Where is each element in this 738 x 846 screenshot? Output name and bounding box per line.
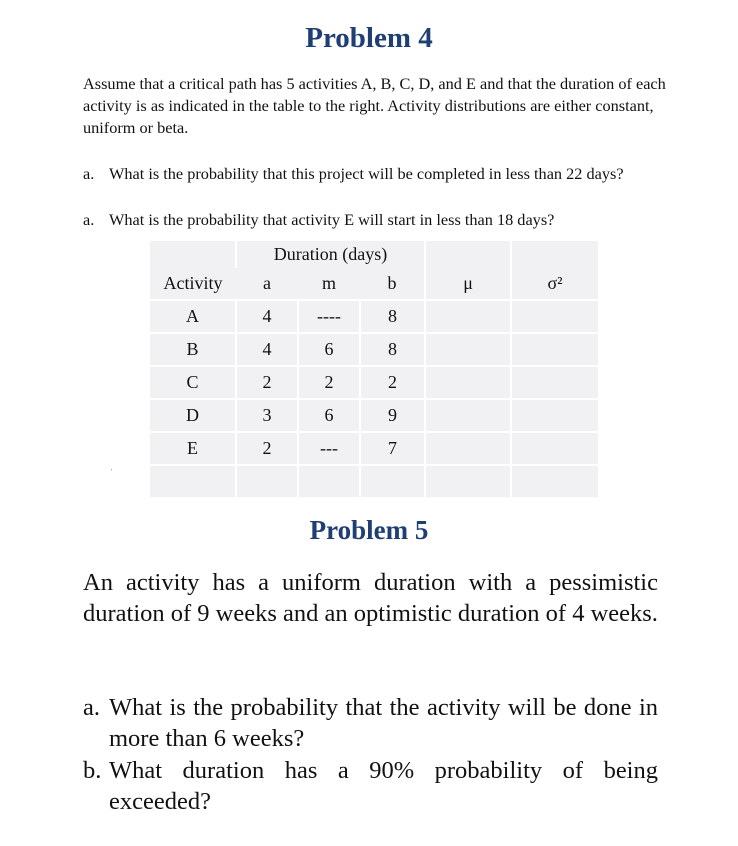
- duration-table: [150, 241, 598, 497]
- cell-a: 2: [236, 432, 298, 465]
- cell-mu: [425, 366, 511, 399]
- table-row: [150, 300, 598, 333]
- cell-m: 2: [298, 366, 360, 399]
- cell-b: 8: [360, 333, 425, 366]
- problem-4-title: Problem 4: [305, 22, 433, 54]
- column-header-activity: Activity: [163, 273, 223, 293]
- problem-5-question-b: [83, 755, 658, 817]
- problem-5-question-a: [83, 692, 658, 754]
- table-row: [150, 399, 598, 432]
- cell-b: 2: [360, 366, 425, 399]
- table-row: [150, 465, 598, 497]
- cell-a: 2: [236, 366, 298, 399]
- cell-mu: [425, 432, 511, 465]
- cell-sigma2: [511, 333, 598, 366]
- cell-activity: E: [150, 432, 236, 465]
- column-header-m: m: [321, 273, 336, 293]
- cell-mu: [425, 465, 511, 497]
- cell-activity: A: [150, 300, 236, 333]
- cell-b: 9: [360, 399, 425, 432]
- column-header-sigma2: σ²: [511, 268, 598, 300]
- question-text: What duration has a 90% probability of being exceeded?: [109, 757, 658, 815]
- question-label: a.: [83, 210, 95, 229]
- problem-5-title: Problem 5: [309, 515, 429, 545]
- cell-activity: B: [150, 333, 236, 366]
- problem-4-question-2: [83, 210, 554, 230]
- cell-a: 4: [236, 333, 298, 366]
- table-row: [150, 366, 598, 399]
- question-label: a.: [83, 164, 95, 183]
- duration-group-header: Duration (days): [236, 241, 425, 268]
- cell-a: [236, 465, 298, 497]
- cell-m: ----: [298, 300, 360, 333]
- cell-b: 7: [360, 432, 425, 465]
- cell-activity: D: [150, 399, 236, 432]
- cell-b: 8: [360, 300, 425, 333]
- question-label: a.: [83, 694, 100, 721]
- cell-activity: C: [150, 366, 236, 399]
- table-header-row: [150, 268, 598, 300]
- question-text: What is the probability that the activity will be done in more than 6 weeks?: [109, 694, 658, 752]
- cell-mu: [425, 333, 511, 366]
- cell-sigma2: [511, 366, 598, 399]
- cell-mu: [425, 300, 511, 333]
- cell-m: [298, 465, 360, 497]
- cell-sigma2: [511, 432, 598, 465]
- cell-a: 4: [236, 300, 298, 333]
- table-group-header-row: [150, 241, 598, 268]
- problem-4-question-1: [83, 164, 624, 184]
- cell-b: [360, 465, 425, 497]
- question-text: What is the probability that this project will be completed in less than 22 days?: [109, 164, 624, 183]
- question-text: What is the probability that activity E will start in less than 18 days?: [109, 210, 555, 229]
- question-label: b.: [83, 757, 102, 784]
- cell-sigma2: [511, 399, 598, 432]
- cell-sigma2: [511, 300, 598, 333]
- column-header-b: b: [387, 273, 397, 293]
- cell-a: 3: [236, 399, 298, 432]
- problem-4-intro: Assume that a critical path has 5 activities A, B, C, D, and E and that the duration of each activity is as indicated in the table to the right. Activity distributions are either constant, uniform or beta.: [83, 74, 666, 137]
- table-row: [150, 333, 598, 366]
- table-row: [150, 432, 598, 465]
- stray-mark: ˈ: [110, 468, 114, 479]
- cell-activity: [150, 465, 236, 497]
- cell-sigma2: [511, 465, 598, 497]
- column-header-a: a: [263, 273, 271, 293]
- cell-m: 6: [298, 333, 360, 366]
- problem-5-intro: An activity has a uniform duration with a pessimistic duration of 9 weeks and an optimistic duration of 4 weeks.: [83, 569, 658, 627]
- cell-m: ---: [298, 432, 360, 465]
- column-header-mu: μ: [425, 268, 511, 300]
- cell-m: 6: [298, 399, 360, 432]
- cell-mu: [425, 399, 511, 432]
